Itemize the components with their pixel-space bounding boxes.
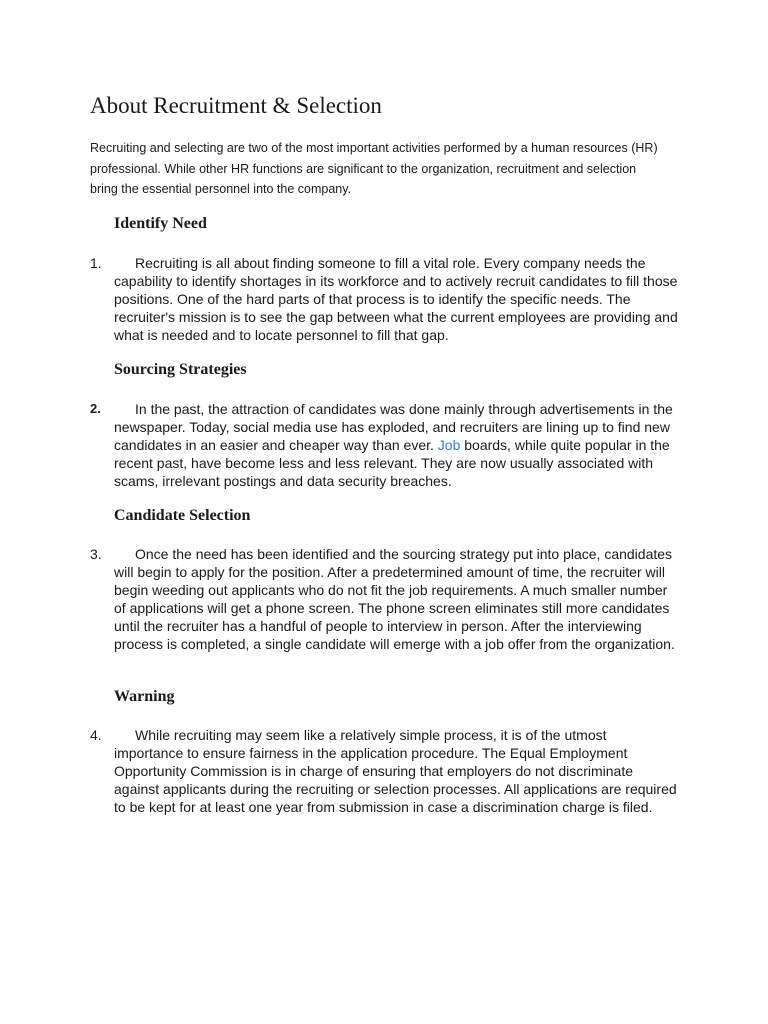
list-item-1 [90, 254, 678, 344]
section-heading-warning: Warning [114, 688, 175, 705]
section-heading-identify-need: Identify Need [114, 215, 207, 232]
list-item-2 [90, 400, 678, 490]
list-item-4 [90, 726, 678, 816]
section-heading-candidate-selection: Candidate Selection [114, 507, 251, 524]
document-title: About Recruitment & Selection [90, 93, 382, 118]
list-number: 3. [90, 546, 102, 562]
section-heading-sourcing-strategies: Sourcing Strategies [114, 361, 247, 378]
list-item-text: While recruiting may seem like a relatively simple process, it is of the utmost importance to ensure fairness in the application procedure. The Equal Employment Opportunity Commission is in charge of ensuring that employers do not discriminate against applicants during the recruiting or selection processes. All applications are required to be kept for at least one year from submission in case a discrimination charge is filed. [114, 727, 677, 816]
list-item-text [114, 400, 678, 490]
list-item-text-part: boards, while quite popular in the recent past, have become less and less relevant. They are now usually associated with scams, irrelevant postings and data security breaches. [114, 437, 670, 490]
list-number: 2. [90, 401, 101, 416]
intro-paragraph: Recruiting and selecting are two of the most important activities performed by a human resources (HR) professional. While other HR functions are significant to the organization, recruitment and selection bring the essential personnel into the company. [90, 141, 658, 196]
list-number: 1. [90, 255, 102, 271]
list-item-text-part: In the past, the attraction of candidates was done mainly through advertisements in the newspaper. Today, social media use has exploded, and recruiters are lining up to find new candidates in an easier and cheaper way than ever. [114, 401, 673, 454]
list-item-3 [90, 545, 678, 654]
list-item-text: Recruiting is all about finding someone to fill a vital role. Every company needs the capability to identify shortages in its workforce and to actively recruit candidates to fill those positions. One of the hard parts of that process is to identify the specific needs. The recruiter's mission is to see the gap between what the current employees are providing and what is needed and to locate personnel to fill that gap. [114, 255, 678, 344]
list-item-text: Once the need has been identified and the sourcing strategy put into place, candidates will begin to apply for the position. After a predetermined amount of time, the recruiter will begin weeding out applicants who do not fit the job requirements. A much smaller number of applications will get a phone screen. The phone screen eliminates still more candidates until the recruiter has a handful of people to interview in person. After the interviewing process is completed, a single candidate will emerge with a job offer from the organization. [114, 546, 675, 653]
list-number: 4. [90, 727, 102, 743]
job-link[interactable]: Job [437, 437, 461, 454]
